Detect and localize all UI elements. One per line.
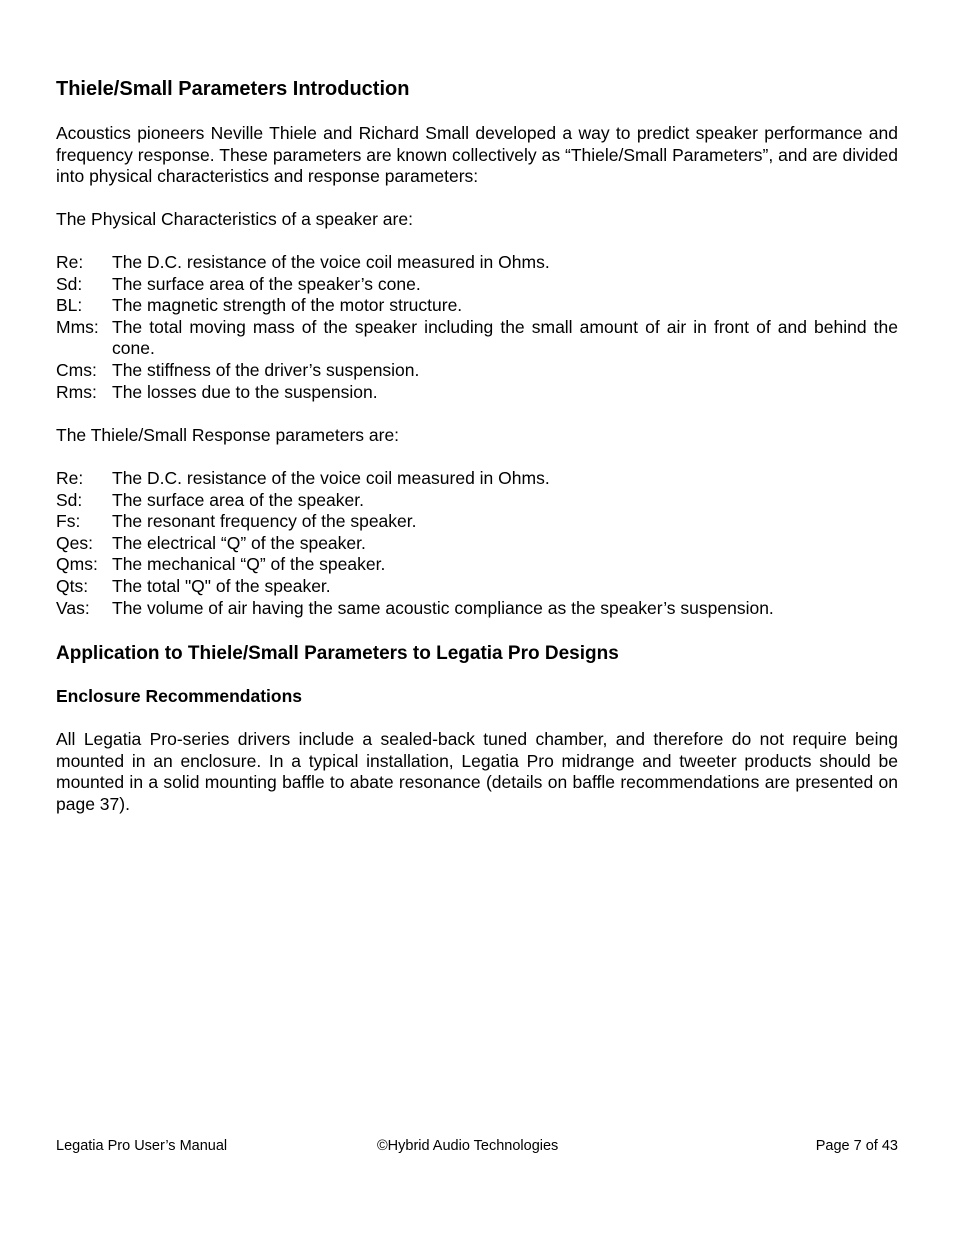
parameter-description: The surface area of the speaker’s cone. xyxy=(112,273,421,294)
parameter-description: The mechanical “Q” of the speaker. xyxy=(112,554,386,575)
parameter-term: BL: xyxy=(56,295,83,316)
parameter-description: The electrical “Q” of the speaker. xyxy=(112,532,366,553)
parameter-description: The magnetic strength of the motor structure. xyxy=(112,295,463,316)
parameter-description: The stiffness of the driver’s suspension. xyxy=(112,359,420,380)
response-heading: The Thiele/Small Response parameters are: xyxy=(56,425,400,445)
list-item xyxy=(56,533,898,555)
parameter-term: Re: xyxy=(56,252,84,272)
parameter-description: The total moving mass of the speaker including the small amount of air in front of and behind the cone. xyxy=(112,316,898,359)
page-title: Thiele/Small Parameters Introduction xyxy=(56,78,410,100)
parameter-term: Mms: xyxy=(56,316,99,337)
list-item xyxy=(56,382,898,404)
parameter-description: The resonant frequency of the speaker. xyxy=(112,511,417,532)
parameter-term: Qms: xyxy=(56,554,98,575)
list-item xyxy=(56,360,898,382)
intro-paragraph: Acoustics pioneers Neville Thiele and Richard Small developed a way to predict speaker performance and frequency response. These parameters are known collectively as “Thiele/Small Parameters”, and are divided into physical characteristics and response parameters: xyxy=(56,123,898,187)
parameter-term: Sd: xyxy=(56,489,83,510)
parameter-term: Qes: xyxy=(56,532,93,553)
parameter-term: Vas: xyxy=(56,597,90,618)
list-item xyxy=(56,252,898,274)
parameter-description: The D.C. resistance of the voice coil measured in Ohms. xyxy=(112,252,550,272)
parameter-term: Qts: xyxy=(56,575,89,596)
list-item xyxy=(56,274,898,296)
physical-parameter-list xyxy=(56,252,898,403)
list-item xyxy=(56,511,898,533)
list-item xyxy=(56,295,898,317)
footer-copyright: ©Hybrid Audio Technologies xyxy=(377,1138,559,1154)
footer-manual-title: Legatia Pro User’s Manual xyxy=(56,1138,228,1154)
footer-page-number: Page 7 of 43 xyxy=(815,1138,898,1154)
enclosure-paragraph: All Legatia Pro-series drivers include a sealed-back tuned chamber, and therefore do not require being mounted in an enclosure. In a typical installation, Legatia Pro midrange and tweeter products should be mounted in a solid mounting baffle to abate resonance (details on baffle recommendations are presented on page 37). xyxy=(56,729,898,814)
parameter-description: The D.C. resistance of the voice coil measured in Ohms. xyxy=(112,468,550,488)
list-item xyxy=(56,317,898,360)
response-parameter-list xyxy=(56,468,898,619)
list-item xyxy=(56,490,898,512)
page-footer xyxy=(56,1137,898,1155)
list-item xyxy=(56,576,898,598)
physical-heading: The Physical Characteristics of a speaker are: xyxy=(56,209,413,229)
list-item xyxy=(56,554,898,576)
parameter-term: Sd: xyxy=(56,273,83,294)
parameter-description: The total "Q" of the speaker. xyxy=(112,575,331,596)
parameter-description: The losses due to the suspension. xyxy=(112,381,378,402)
enclosure-heading: Enclosure Recommendations xyxy=(56,686,303,706)
list-item xyxy=(56,598,898,620)
application-heading: Application to Thiele/Small Parameters to Legatia Pro Designs xyxy=(56,643,619,664)
parameter-term: Re: xyxy=(56,468,84,488)
parameter-term: Cms: xyxy=(56,359,97,380)
parameter-description: The surface area of the speaker. xyxy=(112,489,364,510)
parameter-term: Fs: xyxy=(56,511,81,532)
list-item xyxy=(56,468,898,490)
parameter-description: The volume of air having the same acoustic compliance as the speaker’s suspension. xyxy=(112,597,774,618)
parameter-term: Rms: xyxy=(56,381,97,402)
